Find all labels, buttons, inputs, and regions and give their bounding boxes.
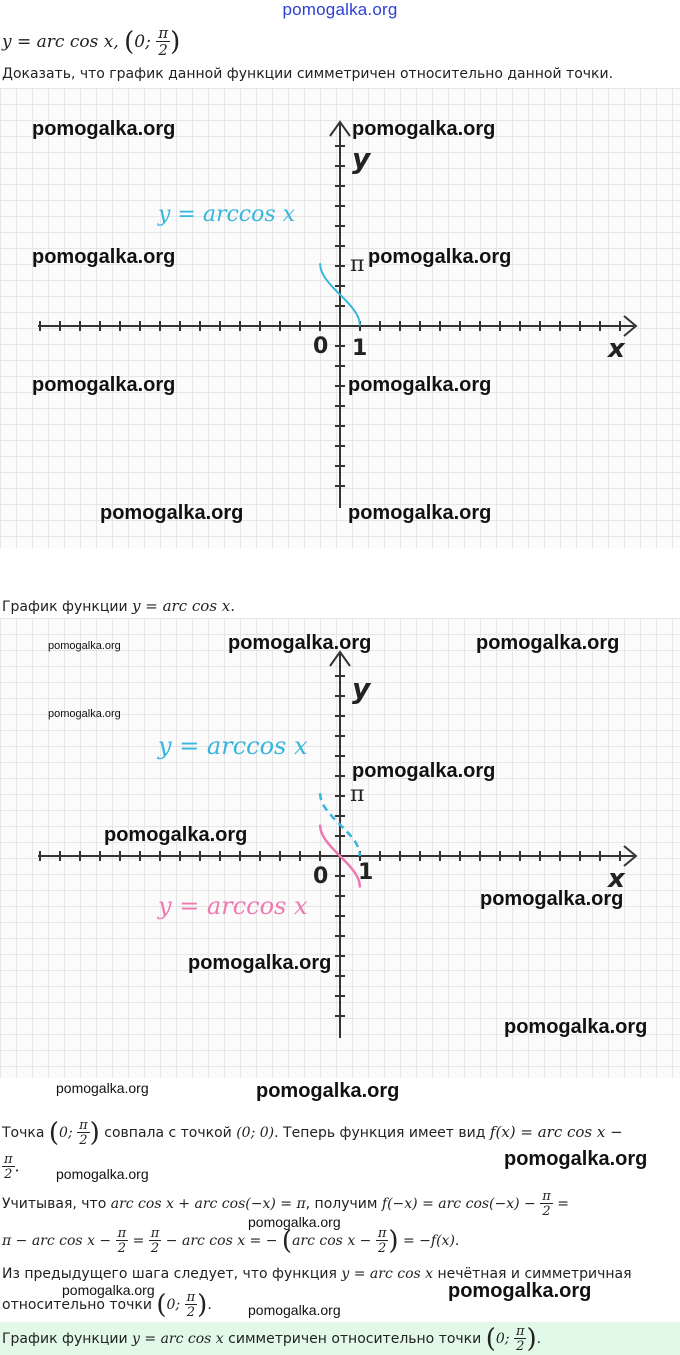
watermark: pomogalka.org: [62, 1282, 155, 1298]
step-2-line-1: Учитывая, что arc cos x + arc cos(−x) = π, получим f(−x) = arc cos(−x) − $\frac{\pi}{2}$ =: [2, 1189, 569, 1219]
watermark: pomogalka.org: [32, 246, 176, 268]
origin-label: 0: [313, 864, 329, 889]
origin-label: 0: [313, 334, 329, 359]
watermark: pomogalka.org: [368, 246, 512, 268]
watermark: pomogalka.org: [504, 1016, 648, 1038]
y-axis-label: y: [352, 672, 371, 705]
watermark: pomogalka.org: [100, 502, 244, 524]
watermark: pomogalka.org: [448, 1280, 592, 1302]
x-axis-label: x: [608, 864, 625, 894]
curve-label-blue: y = arccos x: [158, 732, 308, 760]
watermark: pomogalka.org: [32, 374, 176, 396]
watermark: pomogalka.org: [56, 1080, 149, 1096]
step-3-line-1: Из предыдущего шага следует, что функция y = arc cos x нечётная и симметричная: [2, 1266, 632, 1282]
graph-2-svg: [0, 618, 680, 1078]
pi-label: π: [350, 252, 365, 277]
x-axis-label: x: [608, 334, 625, 364]
y-axis-label: y: [352, 142, 371, 175]
watermark: pomogalka.org: [104, 824, 248, 846]
curve-label: y = arccos x: [158, 202, 296, 227]
watermark: pomogalka.org: [48, 708, 121, 720]
watermark: pomogalka.org: [504, 1148, 648, 1170]
watermark: pomogalka.org: [188, 952, 332, 974]
watermark: pomogalka.org: [352, 118, 496, 140]
watermark: pomogalka.org: [352, 760, 496, 782]
watermark: pomogalka.org: [228, 632, 372, 654]
watermark: pomogalka.org: [256, 1080, 400, 1102]
graph-2-caption: График функции y = arc cos x.: [2, 597, 236, 615]
step-3-line-2: относительно точки (0; $\frac{\pi}{2}$ ).: [2, 1290, 212, 1320]
tick-1-label: 1: [352, 336, 368, 361]
watermark: pomogalka.org: [348, 502, 492, 524]
graph-2: [0, 618, 680, 1078]
conclusion-text: График функции y = arc cos x симметричен относительно точки (0; $\frac{\pi}{2}$ ).: [2, 1324, 542, 1354]
watermark: pomogalka.org: [248, 1302, 341, 1318]
watermark: pomogalka.org: [32, 118, 176, 140]
task-statement: Доказать, что график данной функции симметричен относительно данной точки.: [2, 66, 614, 82]
task-formula-line: [2, 26, 180, 58]
watermark: pomogalka.org: [348, 374, 492, 396]
watermark: pomogalka.org: [480, 888, 624, 910]
paren-left: (: [124, 27, 135, 57]
pi-over-2-fraction: $\frac{\pi}{2}$: [158, 24, 169, 59]
watermark: pomogalka.org: [48, 640, 121, 652]
graph-1-svg: [0, 88, 680, 548]
graph-1-axes: [38, 122, 636, 508]
pi-label: π: [350, 782, 365, 807]
watermark: pomogalka.org: [476, 632, 620, 654]
tick-1-label: 1: [358, 860, 374, 885]
graph-1: [0, 88, 680, 548]
point-zero: 0;: [134, 32, 151, 52]
step-1-line-2: $\frac{\pi}{2}$ .: [4, 1152, 20, 1182]
step-2-line-2: π − arc cos x − $\frac{\pi}{2}$ = $\frac{\pi}{2}$ − arc cos x = − (arc cos x − $\frac{\pi}{2}$ ) = −f(x).: [2, 1226, 460, 1256]
watermark: pomogalka.org: [56, 1166, 149, 1182]
step-1-line-1: Точка (0; $\frac{\pi}{2}$ ) совпала с точкой (0; 0). Теперь функция имеет вид f(x) = arc cos x −: [2, 1118, 623, 1148]
paren-right: ): [170, 27, 181, 57]
site-header[interactable]: pomogalka.org: [282, 0, 398, 19]
conclusion-box: [0, 1322, 680, 1355]
curve-label-pink: y = arccos x: [158, 892, 308, 920]
task-formula: y = arc cos x,: [2, 32, 119, 52]
watermark: pomogalka.org: [248, 1214, 341, 1230]
